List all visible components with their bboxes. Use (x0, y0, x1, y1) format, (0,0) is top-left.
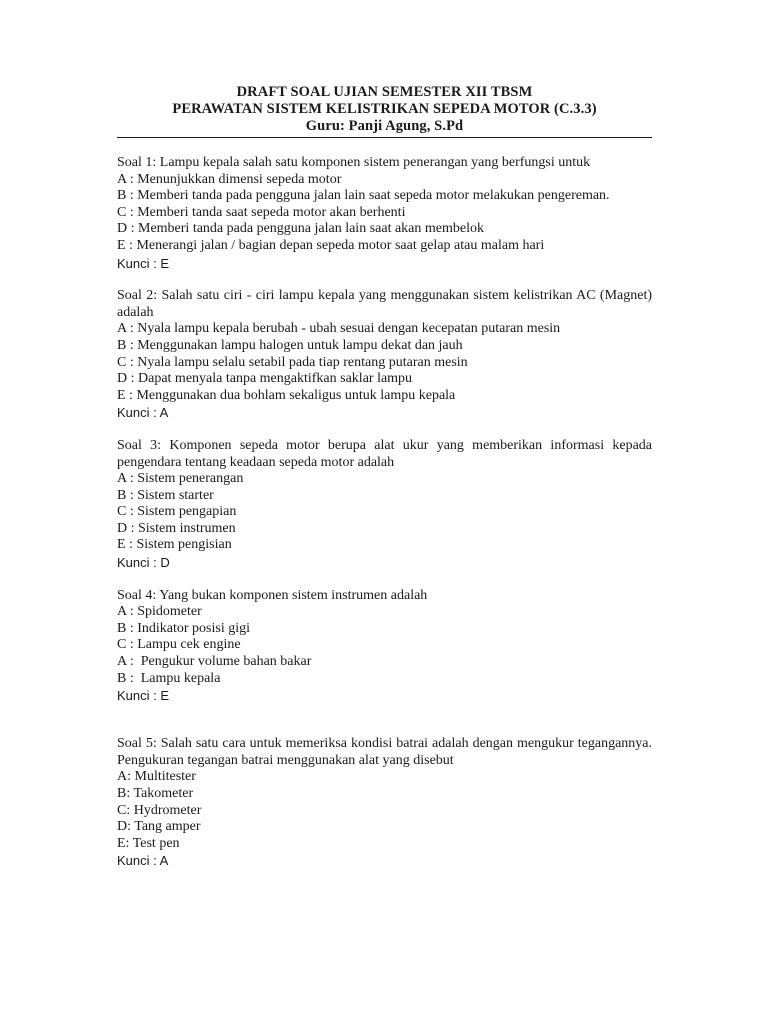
option-c: C: Hydrometer (117, 802, 202, 818)
option-c: C : Lampu cek engine (117, 637, 241, 653)
option-d: D : Dapat menyala tanpa mengaktifkan saklar lampu (117, 371, 413, 387)
header-divider (117, 137, 652, 138)
question-2 (117, 288, 652, 421)
option-e: E: Test pen (117, 835, 180, 851)
option-d: A : Pengukur volume bahan bakar (117, 654, 312, 670)
header-title: DRAFT SOAL UJIAN SEMESTER XII TBSM (236, 84, 533, 100)
document-header (117, 84, 652, 135)
answer-key: Kunci : E (117, 688, 170, 704)
option-b: B : Indikator posisi gigi (117, 620, 250, 636)
option-a: A : Spidometer (117, 604, 202, 620)
option-a: A : Nyala lampu kepala berubah - ubah sesuai dengan kecepatan putaran mesin (117, 321, 561, 337)
option-c: C : Nyala lampu selalu setabil pada tiap rentang putaran mesin (117, 354, 468, 370)
answer-key: Kunci : A (117, 405, 169, 421)
answer-key: Kunci : A (117, 853, 169, 869)
option-e: E : Menerangi jalan / bagian depan sepeda motor saat gelap atau malam hari (117, 237, 545, 253)
question-list (117, 155, 652, 869)
answer-key: Kunci : E (117, 255, 170, 271)
option-a: A : Menunjukkan dimensi sepeda motor (117, 171, 342, 187)
document-page (117, 84, 652, 869)
option-e: B : Lampu kepala (117, 670, 221, 686)
question-text: Soal 4: Yang bukan komponen sistem instrumen adalah (117, 587, 428, 603)
option-d: D: Tang amper (117, 819, 201, 835)
option-c: C : Memberi tanda saat sepeda motor akan berhenti (117, 204, 406, 220)
option-d: D : Sistem instrumen (117, 520, 236, 536)
option-b: B : Menggunakan lampu halogen untuk lampu dekat dan jauh (117, 337, 463, 353)
answer-key: Kunci : D (117, 555, 170, 571)
question-3 (117, 438, 652, 571)
question-text: Soal 2: Salah satu ciri - ciri lampu kepala yang menggunakan sistem kelistrikan AC (Magnet) adalah (117, 288, 652, 320)
option-e: E : Sistem pengisian (117, 537, 232, 553)
question-text: Soal 5: Salah satu cara untuk memeriksa kondisi batrai adalah dengan mengukur tegangannya. Pengukuran tegangan batrai menggunakan alat yang disebut (117, 736, 652, 768)
option-a: A : Sistem penerangan (117, 471, 244, 487)
question-5 (117, 736, 652, 869)
option-b: B: Takometer (117, 786, 194, 801)
option-d: D : Memberi tanda pada pengguna jalan lain saat akan membelok (117, 221, 484, 237)
header-subject: PERAWATAN SISTEM KELISTRIKAN SEPEDA MOTOR (C.3.3) (172, 101, 597, 117)
question-text: Soal 1: Lampu kepala salah satu komponen sistem penerangan yang berfungsi untuk (117, 155, 591, 170)
option-a: A: Multitester (117, 769, 196, 785)
option-b: B : Sistem starter (117, 487, 214, 503)
question-1 (117, 155, 652, 272)
option-b: B : Memberi tanda pada pengguna jalan lain saat sepeda motor melakukan pengereman. (117, 188, 610, 204)
option-c: C : Sistem pengapian (117, 504, 237, 520)
question-text: Soal 3: Komponen sepeda motor berupa alat ukur yang memberikan informasi kepada pengendara tentang keadaan sepeda motor adalah (117, 437, 652, 470)
option-e: E : Menggunakan dua bohlam sekaligus untuk lampu kepala (117, 387, 456, 403)
header-teacher: Guru: Panji Agung, S.Pd (305, 118, 464, 134)
question-4 (117, 588, 652, 705)
